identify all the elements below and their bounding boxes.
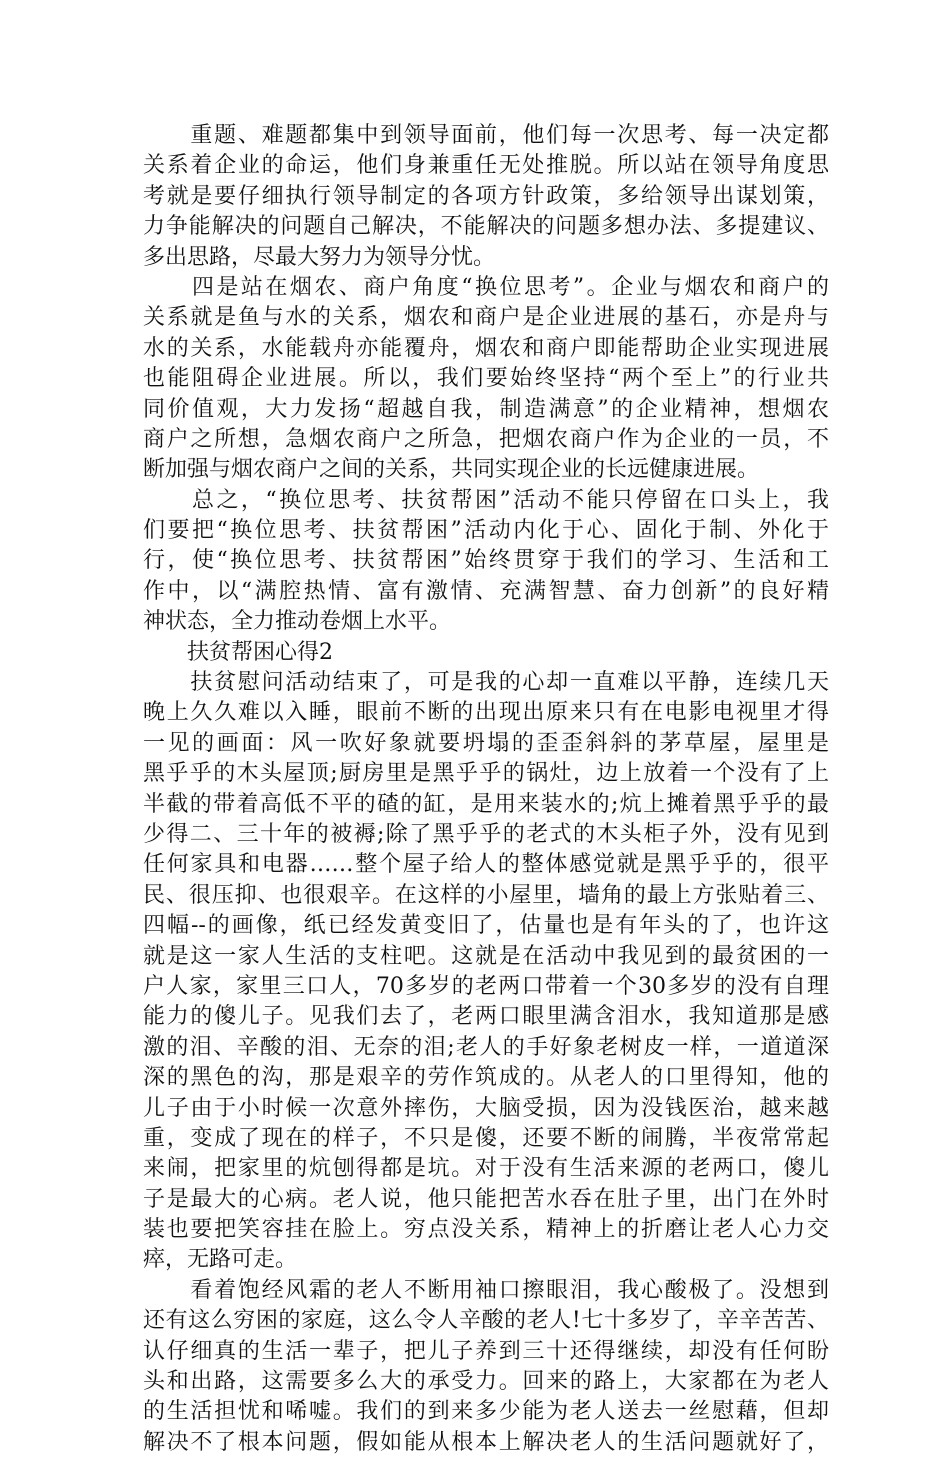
- text-line: 总之，“换位思考、扶贫帮困”活动不能只停留在口头上，我: [143, 487, 829, 513]
- text-line: 四幅--的画像，纸已经发黄变旧了，估量也是有年头的了，也许这: [143, 913, 829, 939]
- text-line: 扶贫帮困心得2: [143, 639, 333, 665]
- text-line: 考就是要仔细执行领导制定的各项方针政策，多给领导出谋划策，: [143, 183, 829, 209]
- text-line: 的生活担忧和唏嘘。我们的到来多少能为老人送去一丝慰藉，但却: [143, 1399, 829, 1425]
- text-line: 瘁，无路可走。: [143, 1247, 298, 1273]
- text-line: 装也要把笑容挂在脸上。穷点没关系，精神上的折磨让老人心力交: [143, 1217, 829, 1243]
- text-line: 作中，以“满腔热情、富有激情、充满智慧、奋力创新”的良好精: [143, 578, 829, 604]
- text-line: 关系着企业的命运，他们身兼重任无处推脱。所以站在领导角度思: [143, 153, 829, 179]
- text-line: 四是站在烟农、商户角度“换位思考”。企业与烟农和商户的: [143, 274, 829, 300]
- text-line: 半截的带着高低不平的碴的缸，是用来装水的;炕上摊着黑乎乎的最: [143, 791, 829, 817]
- text-line: 水的关系，水能载舟亦能覆舟，烟农和商户即能帮助企业实现进展: [143, 335, 829, 361]
- text-line: 来闹，把家里的炕刨得都是坑。对于没有生活来源的老两口，傻儿: [143, 1156, 829, 1182]
- text-line: 就是这一家人生活的支柱吧。这就是在活动中我见到的最贫困的一: [143, 943, 829, 969]
- text-line: 也能阻碍企业进展。所以，我们要始终坚持“两个至上”的行业共: [143, 366, 829, 392]
- text-line: 行，使“换位思考、扶贫帮困”始终贯穿于我们的学习、生活和工: [143, 548, 829, 574]
- text-line: 神状态，全力推动卷烟上水平。: [143, 609, 452, 635]
- text-line: 户人家，家里三口人，70多岁的老两口带着一个30多岁的没有自理: [143, 973, 829, 999]
- text-line: 认仔细真的生活一辈子，把儿子养到三十还得继续，却没有任何盼: [143, 1338, 829, 1364]
- text-line: 晚上久久难以入睡，眼前不断的出现出原来只有在电影电视里才得: [143, 700, 829, 726]
- text-line: 头和出路，这需要多么大的承受力。回来的路上，大家都在为老人: [143, 1369, 829, 1395]
- text-line: 看着饱经风霜的老人不断用袖口擦眼泪，我心酸极了。没想到: [143, 1277, 829, 1303]
- text-line: 能力的傻儿子。见我们去了，老两口眼里满含泪水，我知道那是感: [143, 1004, 829, 1030]
- text-line: 民、很压抑、也很艰辛。在这样的小屋里，墙角的最上方张贴着三、: [143, 882, 829, 908]
- text-line: 同价值观，大力发扬“超越自我，制造满意”的企业精神，想烟农: [143, 396, 829, 422]
- text-line: 还有这么穷困的家庭，这么令人辛酸的老人!七十多岁了，辛辛苦苦、: [143, 1308, 829, 1334]
- text-line: 关系就是鱼与水的关系，烟农和商户是企业进展的基石，亦是舟与: [143, 305, 829, 331]
- text-line: 一见的画面：风一吹好象就要坍塌的歪歪斜斜的茅草屋，屋里是: [143, 730, 829, 756]
- document-body-text: [143, 121, 829, 1458]
- text-line: 解决不了根本问题，假如能从根本上解决老人的生活问题就好了，: [143, 1429, 829, 1455]
- text-line: 黑乎乎的木头屋顶;厨房里是黑乎乎的锅灶，边上放着一个没有了上: [143, 761, 829, 787]
- text-line: 力争能解决的问题自己解决，不能解决的问题多想办法、多提建议、: [143, 214, 829, 240]
- text-line: 少得二、三十年的被褥;除了黑乎乎的老式的木头柜子外，没有见到: [143, 821, 829, 847]
- text-line: 们要把“换位思考、扶贫帮困”活动内化于心、固化于制、外化于: [143, 518, 829, 544]
- text-line: 儿子由于小时候一次意外摔伤，大脑受损，因为没钱医治，越来越: [143, 1095, 829, 1121]
- text-line: 断加强与烟农商户之间的关系，共同实现企业的长远健康进展。: [143, 457, 760, 483]
- text-line: 多出思路，尽最大努力为领导分忧。: [143, 244, 496, 270]
- text-line: 扶贫慰问活动结束了，可是我的心却一直难以平静，连续几天: [143, 670, 829, 696]
- text-line: 任何家具和电器……整个屋子给人的整体感觉就是黑乎乎的，很平: [143, 852, 829, 878]
- text-line: 重，变成了现在的样子，不只是傻，还要不断的闹腾，半夜常常起: [143, 1125, 829, 1151]
- text-line: 商户之所想，急烟农商户之所急，把烟农商户作为企业的一员，不: [143, 426, 829, 452]
- text-line: 激的泪、辛酸的泪、无奈的泪;老人的手好象老树皮一样，一道道深: [143, 1034, 829, 1060]
- text-line: 重题、难题都集中到领导面前，他们每一次思考、每一决定都: [143, 123, 829, 148]
- text-line: 子是最大的心病。老人说，他只能把苦水吞在肚子里，出门在外时: [143, 1186, 829, 1212]
- text-line: 深的黑色的沟，那是艰辛的劳作筑成的。从老人的口里得知，他的: [143, 1065, 829, 1091]
